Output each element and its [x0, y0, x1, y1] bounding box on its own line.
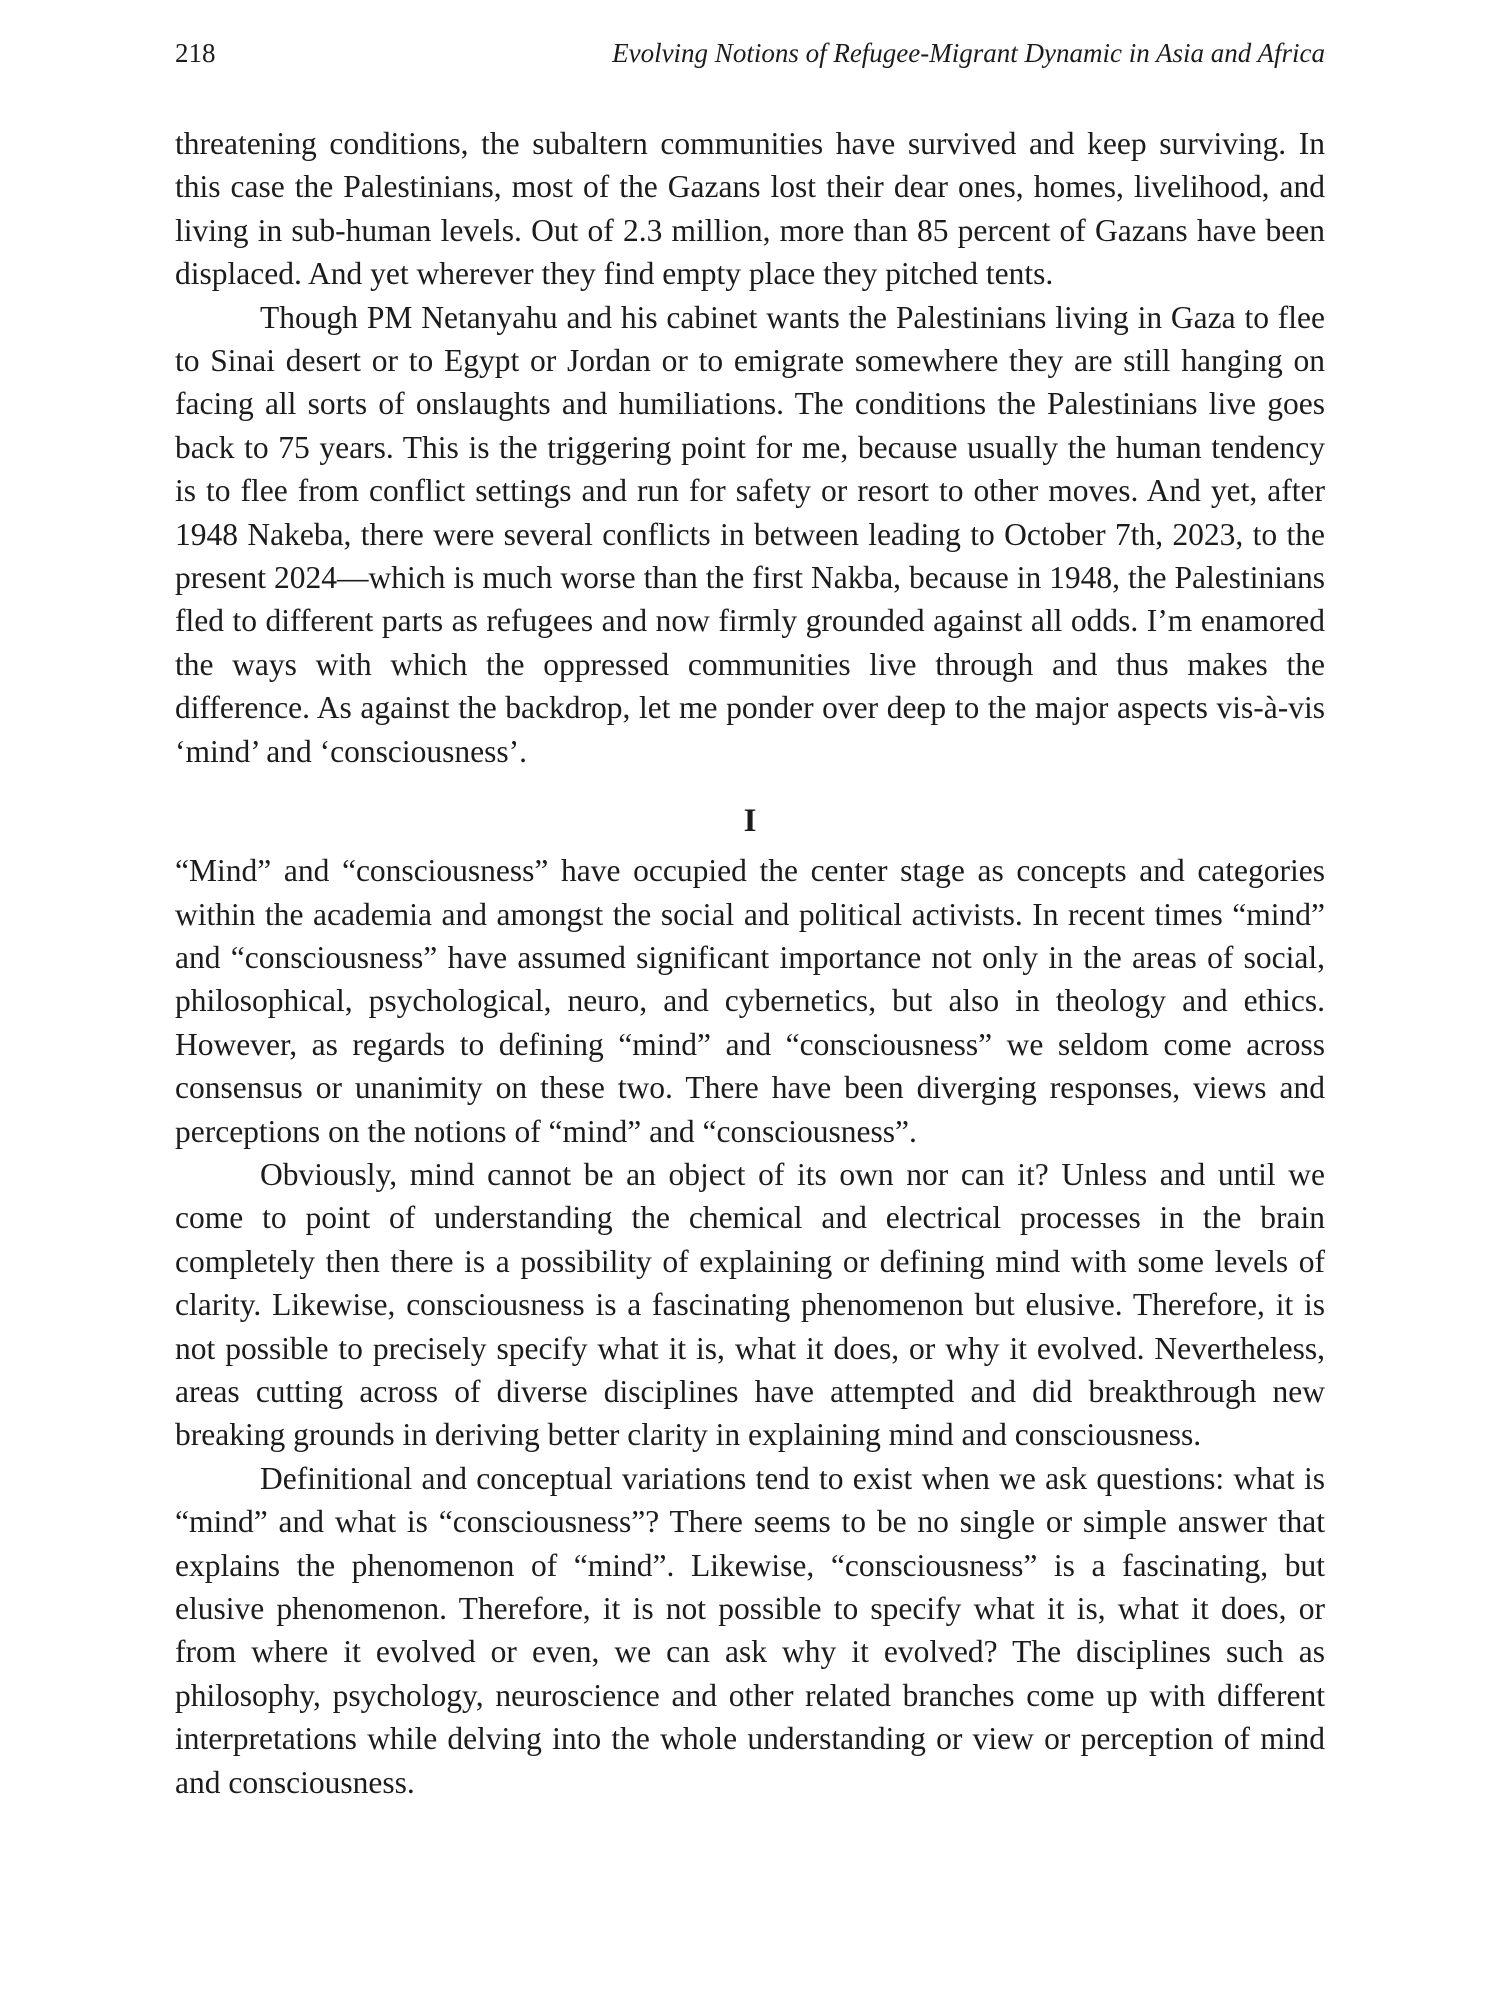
section-heading: I — [743, 803, 757, 840]
body-text — [175, 122, 1325, 1804]
running-head — [175, 38, 1325, 69]
paragraph-continued: threatening conditions, the subaltern communities have survived and keep surviving. In this case the Palestinians, most of the Gazans lost their dear ones, homes, livelihood, and living in sub-human levels. Out of 2.3 million, more than 85 percent of Gazans have been displaced. And yet wherever they find empty place they pitched tents. — [175, 126, 1325, 292]
paragraph: Obviously, mind cannot be an object of its own nor can it? Unless and until we come to point of understanding the chemical and electrical processes in the brain completely then there is a possibility of explaining or defining mind with some levels of clarity. Likewise, consciousness is a fascinating phenomenon but elusive. Therefore, it is not possible to precisely specify what it is, what it does, or why it evolved. Nevertheless, areas cutting across of diverse disciplines have attempted and did breakthrough new breaking grounds in deriving better clarity in explaining mind and consciousness. — [175, 1156, 1325, 1453]
running-title: Evolving Notions of Refugee-Migrant Dynamic in Asia and Africa — [612, 38, 1325, 68]
page-number: 218 — [175, 38, 216, 68]
paragraph: Definitional and conceptual variations tend to exist when we ask questions: what is “mind” and what is “consciousness”? There seems to be no single or simple answer that explains the phenomenon of “mind”. Likewise, “consciousness” is a fascinating, but elusive phenomenon. Therefore, it is not possible to specify what it is, what it does, or from where it evolved or even, we can ask why it evolved? The disciplines such as philosophy, psychology, neuroscience and other related branches come up with different interpretations while delving into the whole understanding or view or perception of mind and consciousness. — [175, 1460, 1325, 1800]
paragraph: Though PM Netanyahu and his cabinet wants the Palestinians living in Gaza to flee to Sinai desert or to Egypt or Jordan or to emigrate somewhere they are still hanging on facing all sorts of onslaughts and humiliations. The conditions the Palestinians live goes back to 75 years. This is the triggering point for me, because usually the human tendency is to flee from conflict settings and run for safety or resort to other moves. And yet, after 1948 Nakeba, there were several conflicts in between leading to October 7th, 2023, to the present 2024—which is much worse than the first Nakba, because in 1948, the Palestinians fled to different parts as refugees and now firmly grounded against all odds. I’m enamored the ways with which the oppressed communities live through and thus makes the difference. As against the backdrop, let me ponder over deep to the major aspects vis-à-vis ‘mind’ and ‘consciousness’. — [175, 299, 1325, 769]
paragraph: “Mind” and “consciousness” have occupied the center stage as concepts and categories within the academia and amongst the social and political activists. In recent times “mind” and “consciousness” have assumed significant importance not only in the areas of social, philosophical, psychological, neuro, and cybernetics, but also in theology and ethics. However, as regards to defining “mind” and “consciousness” we seldom come across consensus or unanimity on these two. There have been diverging responses, views and perceptions on the notions of “mind” and “consciousness”. — [175, 853, 1325, 1149]
